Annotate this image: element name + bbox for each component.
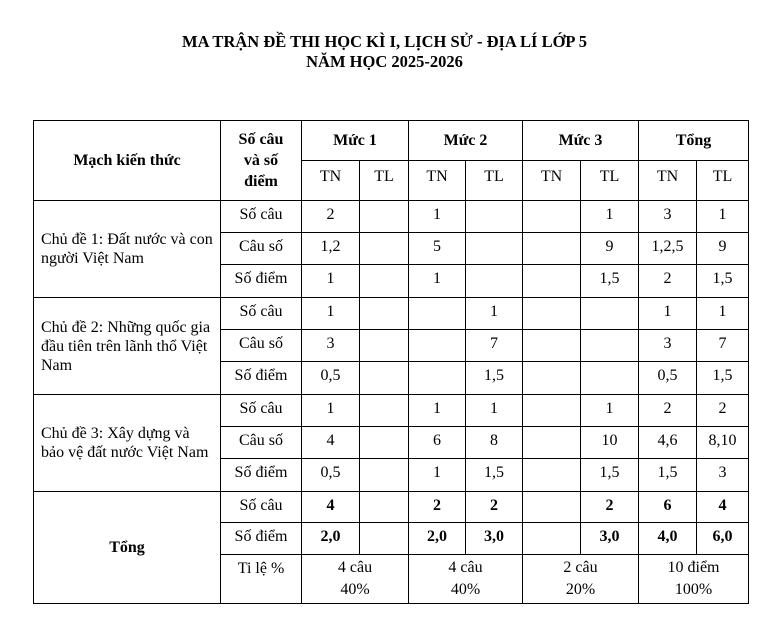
cell: 1,2 — [302, 233, 360, 265]
header-row-levels — [34, 121, 749, 161]
cell: 3 — [639, 201, 697, 233]
school-year: NĂM HỌC 2025-2026 — [306, 52, 463, 71]
cell — [360, 330, 409, 362]
cell: 4,0 — [639, 523, 697, 555]
cell: 2 — [466, 492, 523, 523]
cell: 1 — [302, 265, 360, 298]
cell — [523, 523, 581, 555]
ratio-percent: 20% — [565, 581, 596, 598]
cell: 1 — [639, 298, 697, 330]
cell: 2 — [639, 395, 697, 427]
cell — [360, 233, 409, 265]
ratio-percent: 40% — [340, 581, 370, 598]
row-label: Số điểm — [221, 523, 302, 555]
topic-3-name: Chủ đề 3: Xây dựng và bảo vệ đất nước Việt Nam — [34, 395, 221, 492]
row-label: Số điểm — [221, 362, 302, 395]
cell: 4 — [697, 492, 749, 523]
document-title: MA TRẬN ĐỀ THI HỌC KÌ I, LỊCH SỬ - ĐỊA LÍ LỚP 5 — [182, 32, 587, 51]
cell: 9 — [697, 233, 749, 265]
header-level-2: Mức 2 — [409, 121, 523, 161]
cell: 1,5 — [697, 362, 749, 395]
cell: 3 — [302, 330, 360, 362]
row-label: Số câu — [221, 298, 302, 330]
total-row-questions — [34, 492, 749, 523]
cell — [581, 362, 639, 395]
cell: 10 — [581, 427, 639, 459]
cell: 2,0 — [302, 523, 360, 555]
cell: 1 — [302, 298, 360, 330]
cell: 7 — [466, 330, 523, 362]
cell — [360, 395, 409, 427]
cell: 0,5 — [302, 459, 360, 492]
row-label: Số điểm — [221, 265, 302, 298]
cell: 1 — [697, 298, 749, 330]
row-label: Số câu — [221, 395, 302, 427]
cell: 5 — [409, 233, 466, 265]
topic-1-name: Chủ đề 1: Đất nước và con người Việt Nam — [34, 201, 221, 298]
cell — [360, 265, 409, 298]
table-row — [34, 298, 749, 330]
topic-2-name: Chủ đề 2: Những quốc gia đầu tiên trên lãnh thổ Việt Nam — [34, 298, 221, 395]
header-type — [221, 121, 302, 201]
cell — [409, 330, 466, 362]
cell: 1,5 — [697, 265, 749, 298]
ratio-total — [639, 555, 749, 604]
cell — [581, 330, 639, 362]
row-label: Câu số — [221, 330, 302, 362]
header-topic: Mạch kiến thức — [34, 121, 221, 201]
ratio-count: 4 câu — [337, 559, 373, 576]
cell — [466, 233, 523, 265]
cell: 1 — [466, 298, 523, 330]
ratio-count: 2 câu — [563, 559, 598, 576]
row-label: Câu số — [221, 233, 302, 265]
cell — [360, 362, 409, 395]
header-sub: TL — [466, 161, 523, 201]
cell: 1 — [581, 201, 639, 233]
cell: 2 — [697, 395, 749, 427]
header-type-line2: và số — [243, 152, 279, 169]
cell: 1 — [409, 201, 466, 233]
cell — [523, 298, 581, 330]
cell: 4 — [302, 427, 360, 459]
cell — [523, 395, 581, 427]
cell: 7 — [697, 330, 749, 362]
header-sub: TN — [409, 161, 466, 201]
cell: 1 — [409, 395, 466, 427]
exam-matrix-table — [33, 120, 749, 604]
cell: 1,2,5 — [639, 233, 697, 265]
cell: 4 — [302, 492, 360, 523]
cell: 8 — [466, 427, 523, 459]
cell — [360, 459, 409, 492]
row-label: Số câu — [221, 492, 302, 523]
cell: 3,0 — [466, 523, 523, 555]
cell: 1,5 — [639, 459, 697, 492]
cell — [360, 523, 409, 555]
header-sub: TL — [581, 161, 639, 201]
header-type-line3: điểm — [244, 173, 278, 190]
cell: 1 — [409, 459, 466, 492]
header-sub: TL — [697, 161, 749, 201]
cell: 0,5 — [302, 362, 360, 395]
cell — [360, 201, 409, 233]
header-type-line1: Số câu — [238, 131, 284, 148]
cell — [409, 362, 466, 395]
cell — [523, 233, 581, 265]
cell: 2 — [302, 201, 360, 233]
cell — [466, 201, 523, 233]
cell — [523, 427, 581, 459]
cell — [360, 427, 409, 459]
header-sub: TN — [302, 161, 360, 201]
cell: 3,0 — [581, 523, 639, 555]
cell: 2,0 — [409, 523, 466, 555]
cell: 9 — [581, 233, 639, 265]
cell — [523, 201, 581, 233]
ratio-percent: 40% — [450, 581, 481, 598]
cell — [523, 459, 581, 492]
cell: 1,5 — [581, 459, 639, 492]
cell: 1 — [581, 395, 639, 427]
cell: 1 — [409, 265, 466, 298]
cell — [360, 298, 409, 330]
cell: 2 — [409, 492, 466, 523]
cell — [466, 265, 523, 298]
ratio-count: 10 điểm — [667, 559, 720, 576]
table-row — [34, 395, 749, 427]
cell — [523, 362, 581, 395]
cell: 1 — [302, 395, 360, 427]
header-total: Tổng — [639, 121, 749, 161]
cell: 6 — [639, 492, 697, 523]
cell: 8,10 — [697, 427, 749, 459]
row-label: Câu số — [221, 427, 302, 459]
row-label: Số điểm — [221, 459, 302, 492]
ratio-count: 4 câu — [448, 559, 483, 576]
ratio-level-2 — [409, 555, 523, 604]
cell — [581, 298, 639, 330]
header-level-1: Mức 1 — [302, 121, 409, 161]
cell: 1,5 — [581, 265, 639, 298]
cell: 1,5 — [466, 459, 523, 492]
table-row — [34, 201, 749, 233]
cell — [409, 298, 466, 330]
header-sub: TN — [523, 161, 581, 201]
cell — [523, 492, 581, 523]
ratio-level-3 — [523, 555, 639, 604]
header-sub: TN — [639, 161, 697, 201]
row-label: Ti lệ % — [221, 555, 302, 604]
cell — [523, 330, 581, 362]
cell: 6 — [409, 427, 466, 459]
header-sub: TL — [360, 161, 409, 201]
cell: 3 — [639, 330, 697, 362]
cell — [360, 492, 409, 523]
cell: 2 — [639, 265, 697, 298]
cell: 0,5 — [639, 362, 697, 395]
ratio-level-1 — [302, 555, 409, 604]
ratio-percent: 100% — [674, 581, 713, 598]
cell: 1 — [466, 395, 523, 427]
cell: 6,0 — [697, 523, 749, 555]
cell: 1,5 — [466, 362, 523, 395]
total-label: Tổng — [34, 492, 221, 604]
cell: 1 — [697, 201, 749, 233]
row-label: Số câu — [221, 201, 302, 233]
header-level-3: Mức 3 — [523, 121, 639, 161]
cell: 2 — [581, 492, 639, 523]
cell: 4,6 — [639, 427, 697, 459]
cell: 3 — [697, 459, 749, 492]
cell — [523, 265, 581, 298]
